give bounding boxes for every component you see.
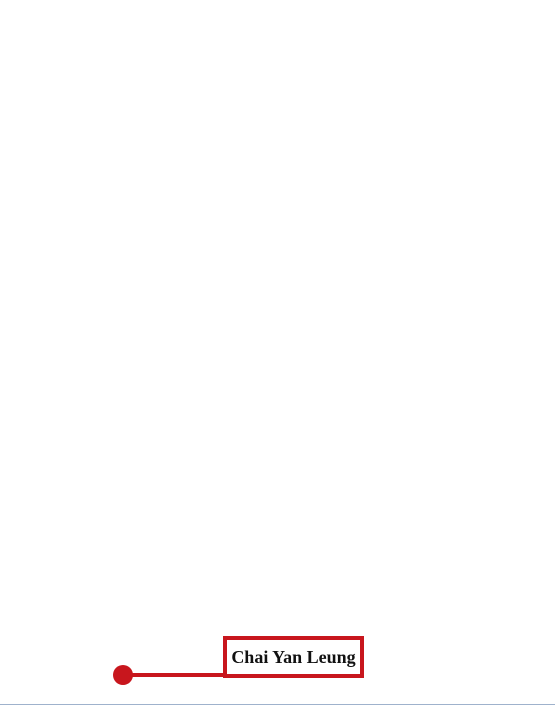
annotation-connector-line bbox=[125, 673, 225, 677]
annotation-dot-marker bbox=[113, 665, 133, 685]
page-bottom-edge bbox=[0, 704, 555, 705]
annotation-callout-label: Chai Yan Leung bbox=[231, 646, 356, 667]
annotation-callout-box bbox=[223, 636, 364, 678]
